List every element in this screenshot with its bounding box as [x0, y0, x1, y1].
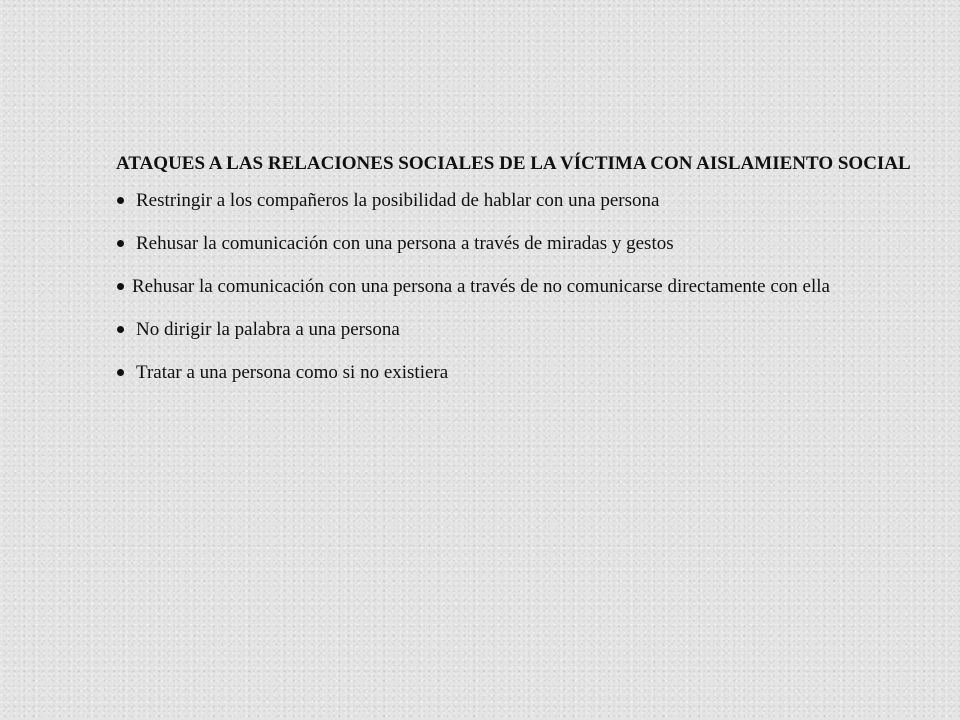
bullet-text: Tratar a una persona como si no existiera — [136, 362, 449, 383]
bullet-dot-icon — [117, 240, 124, 247]
bullet-dot-icon — [117, 197, 124, 204]
bullet-dot-icon — [117, 283, 124, 290]
slide-content — [116, 150, 922, 404]
bullet-dot-icon — [117, 369, 124, 376]
bullet-item — [116, 275, 922, 299]
bullet-item — [116, 361, 922, 385]
bullet-item — [116, 189, 922, 213]
bullet-text: No dirigir la palabra a una persona — [136, 319, 400, 340]
bullet-item — [116, 318, 922, 342]
bullet-item — [116, 232, 922, 256]
bullet-text: Rehusar la comunicación con una persona a través de miradas y gestos — [136, 233, 674, 254]
bullet-text: Restringir a los compañeros la posibilidad de hablar con una persona — [136, 190, 660, 211]
bullet-list — [116, 189, 922, 385]
bullet-dot-icon — [117, 326, 124, 333]
slide-title: ATAQUES A LAS RELACIONES SOCIALES DE LA VÍCTIMA CON AISLAMIENTO SOCIAL — [116, 153, 911, 174]
bullet-text: Rehusar la comunicación con una persona a través de no comunicarse directamente con ella — [132, 276, 830, 297]
